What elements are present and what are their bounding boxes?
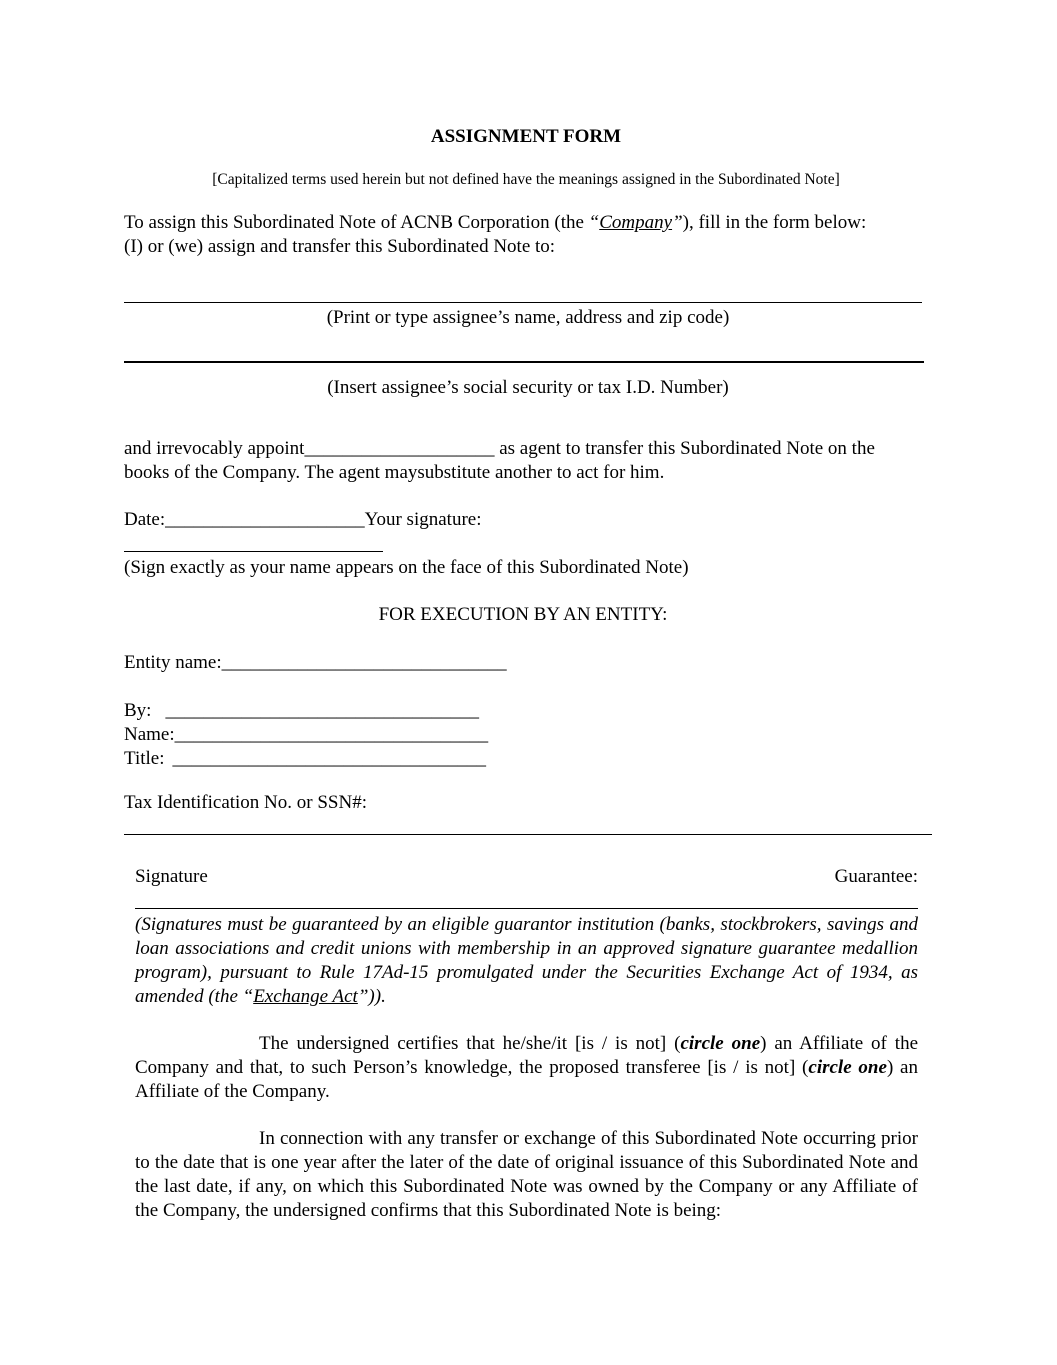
by-row xyxy=(124,699,479,723)
company-defined-term: Company xyxy=(599,212,673,233)
sign-caption: (Sign exactly as your name appears on the face of this Subordinated Note) xyxy=(124,557,689,578)
form-subtitle: [Capitalized terms used herein but not defined have the meanings assigned in the Subordinated Note] xyxy=(212,171,840,188)
entity-name-row xyxy=(124,651,507,675)
quote-open: “ xyxy=(588,212,600,233)
certify-text-1: The undersigned certifies that he/she/it [is / is not] ( xyxy=(259,1033,681,1054)
quote-close: ” xyxy=(672,212,683,233)
signature-line[interactable] xyxy=(124,551,383,552)
assignee-name-line[interactable] xyxy=(124,302,922,303)
connection-paragraph: In connection with any transfer or exchange of this Subordinated Note occurring prior to the date that is one year after the later of the date of original issuance of this Subordinated Note and the last date, if any, on which this Subordinated Note was owned by the Company or any Affiliate of the Company, the undersigned confirms that this Subordinated Note is being: xyxy=(135,1128,918,1221)
entity-name-blank[interactable]: ______________________________ xyxy=(221,652,507,673)
name-blank[interactable]: _________________________________ xyxy=(174,724,489,745)
appoint-text-2: as agent to transfer this Subordinated Note on the books of the Company. The agent maysubstitute another to act for him. xyxy=(124,438,875,483)
certify-text-2: ) an Affiliate of the Company and that, to such Person’s knowledge, the proposed transferee [is / is not] ( xyxy=(135,1033,918,1078)
by-blank[interactable]: _________________________________ xyxy=(165,700,479,721)
guarantee-note-text-2: ”)). xyxy=(357,986,386,1007)
circle-one-emphasis-1: circle one xyxy=(680,1033,761,1054)
circle-one-emphasis-2: circle one xyxy=(808,1057,887,1078)
intro-paragraph xyxy=(124,211,884,259)
signature-label: Your signature: xyxy=(364,509,482,530)
exchange-act-term: Exchange Act xyxy=(253,986,358,1007)
intro-text-1: To assign this Subordinated Note of ACNB Corporation (the xyxy=(124,212,589,233)
name-row xyxy=(124,723,488,747)
date-blank[interactable]: _____________________ xyxy=(165,509,365,530)
tax-id-line[interactable] xyxy=(124,834,932,835)
appoint-text-1: and irrevocably appoint xyxy=(124,438,305,459)
name-label: Name: xyxy=(124,724,175,745)
title-blank[interactable]: _________________________________ xyxy=(172,748,486,769)
by-label: By: xyxy=(124,700,152,721)
signature-guarantee-line[interactable] xyxy=(135,908,918,909)
date-label: Date: xyxy=(124,509,166,530)
agent-blank[interactable]: ____________________ xyxy=(304,438,495,459)
appoint-paragraph xyxy=(124,437,924,485)
assignee-name-caption: (Print or type assignee’s name, address and zip code) xyxy=(326,307,730,328)
signature-guarantee-left: Signature xyxy=(135,866,208,887)
assignee-tax-line[interactable] xyxy=(124,361,924,363)
entity-name-label: Entity name: xyxy=(124,652,222,673)
date-signature-row xyxy=(124,508,481,532)
guarantee-note-text-1: (Signatures must be guaranteed by an eligible guarantor institution (banks, stockbrokers, savings and loan associations and credit unions with membership in an approved signature guarantee medallion program), pursuant to Rule 17Ad-15 promulgated under the Securities Exchange Act of 1934, as amended (the “ xyxy=(135,914,918,1007)
tax-id-label: Tax Identification No. or SSN#: xyxy=(124,792,367,813)
certify-text-3: ) an Affiliate of the Company. xyxy=(135,1057,918,1102)
title-row xyxy=(124,747,486,771)
signature-guarantee-right: Guarantee: xyxy=(834,866,918,887)
entity-heading: FOR EXECUTION BY AN ENTITY: xyxy=(378,604,668,625)
certify-paragraph xyxy=(135,1032,918,1104)
intro-text-2: ), fill in the form below: (I) or (we) assign and transfer this Subordinated Note to: xyxy=(124,212,867,257)
title-label: Title: xyxy=(124,748,165,769)
assignee-tax-caption: (Insert assignee’s social security or tax I.D. Number) xyxy=(327,377,729,398)
form-title: ASSIGNMENT FORM xyxy=(430,126,622,147)
guarantee-note xyxy=(135,913,918,1009)
